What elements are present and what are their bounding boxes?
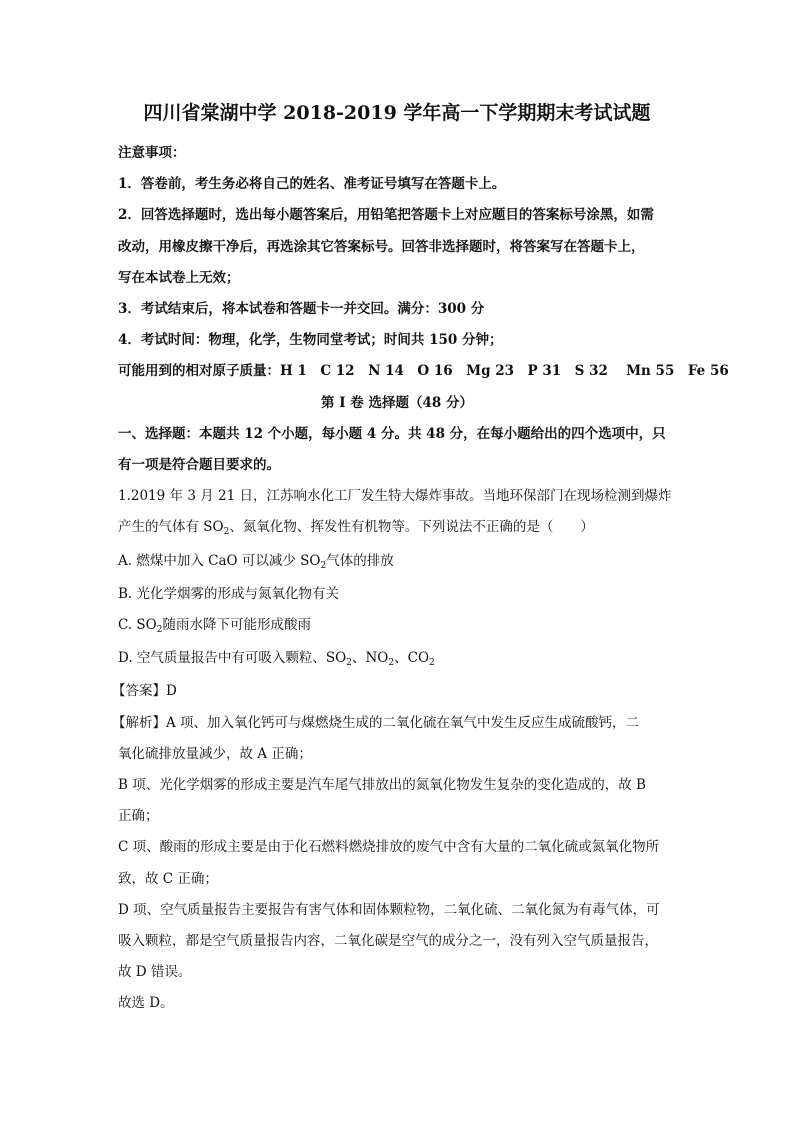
section-intro-line-1: 一、选择题：本题共 12 个小题，每小题 4 分。共 48 分，在每小题给出的四个选项中，只 — [118, 425, 666, 442]
option-c — [118, 610, 676, 643]
option-d-text-a: D. 空气质量报告中有可吸入颗粒、SO — [118, 650, 347, 667]
option-d-text-c: 、CO — [394, 650, 430, 667]
option-d-text-b: 、NO — [351, 650, 389, 667]
notice-item-3: 3．考试结束后，将本试卷和答题卡一并交回。满分：300 分 — [118, 301, 485, 318]
question-stem-line-1: 1.2019 年 3 月 21 日，江苏响水化工厂发生特大爆炸事故。当地环保部门在现场检测到爆炸 — [118, 488, 672, 505]
notice-item-4: 4．考试时间：物理，化学，生物同堂考试；时间共 150 分钟； — [118, 332, 503, 349]
analysis-line-6: 致，故 C 正确； — [118, 870, 218, 887]
analysis-line-1 — [112, 708, 676, 739]
subscript: 2 — [320, 560, 327, 571]
subscript: 2 — [156, 625, 163, 636]
option-a-text-a: A. 燃煤中加入 CaO 可以减少 SO — [118, 552, 321, 569]
analysis-line-3: B 项、光化学烟雾的形成主要是汽车尾气排放出的氮氧化物发生复杂的变化造成的，故 B — [118, 777, 646, 794]
question-stem-line-2 — [118, 512, 676, 545]
option-a-text-b: 气体的排放 — [326, 552, 394, 569]
section-intro-line-2: 有一项是符合题目要求的。 — [118, 457, 280, 474]
option-a — [118, 546, 676, 579]
option-c-text-a: C. SO — [118, 617, 157, 634]
answer-line: 【答案】D — [112, 683, 177, 700]
analysis-line-8: 吸入颗粒，都是空气质量报告内容，二氧化碳是空气的成分之一，没有列入空气质量报告， — [118, 933, 658, 950]
analysis-line-5: C 项、酸雨的形成主要是由于化石燃料燃烧排放的废气中含有大量的二氧化硫或氮氧化物所 — [118, 839, 660, 856]
subscript: 2 — [429, 658, 435, 669]
subscript: 2 — [223, 527, 230, 538]
subscript: 2 — [388, 658, 395, 669]
analysis-line-9: 故 D 错误。 — [118, 964, 192, 981]
page-title: 四川省棠湖中学 2018-2019 学年高一下学期期末考试试题 — [143, 102, 651, 124]
notice-section — [118, 138, 729, 388]
option-c-text-b: 随雨水降下可能形成酸雨 — [162, 617, 311, 634]
analysis-tag: 【解析】 — [112, 714, 166, 731]
section-header — [118, 388, 676, 482]
notice-item-2-line-1: 2．回答选择题时，选出每小题答案后，用铅笔把答题卡上对应题目的答案标号涂黑，如需 — [118, 207, 654, 224]
analysis-text: A 项、加入氧化钙可与煤燃烧生成的二氧化硫在氧气中发生反应生成硫酸钙，二 — [166, 714, 640, 731]
atomic-masses: 可能用到的相对原子质量：H 1 C 12 N 14 O 16 Mg 23 P 31 S 32 Mn 55 Fe 56 — [118, 363, 729, 380]
option-b: B. 光化学烟雾的形成与氮氧化物有关 — [118, 585, 340, 602]
stem-text-a: 产生的气体有 SO — [118, 519, 224, 536]
section-title: 第 I 卷 选择题（48 分） — [321, 394, 473, 411]
notice-item-2-line-3: 写在本试卷上无效； — [118, 269, 240, 286]
notice-heading: 注意事项： — [118, 145, 186, 161]
question-1 — [112, 481, 676, 1019]
conclusion: 故选 D。 — [118, 995, 174, 1012]
analysis-line-4: 正确； — [118, 808, 159, 825]
option-d — [118, 643, 676, 676]
notice-item-1: 1．答卷前，考生务必将自己的姓名、准考证号填写在答题卡上。 — [118, 176, 506, 193]
notice-item-2-line-2: 改动，用橡皮擦干净后，再选涂其它答案标号。回答非选择题时，将答案写在答题卡上， — [118, 238, 645, 255]
subscript: 2 — [346, 658, 352, 669]
stem-text-b: 、氮氧化物、挥发性有机物等。下列说法不正确的是（ ） — [229, 519, 594, 536]
analysis-line-7: D 项、空气质量报告主要报告有害气体和固体颗粒物，二氧化硫、二氧化氮为有毒气体，可 — [118, 901, 660, 918]
analysis-line-2: 氧化硫排放量减少，故 A 正确； — [118, 745, 312, 762]
